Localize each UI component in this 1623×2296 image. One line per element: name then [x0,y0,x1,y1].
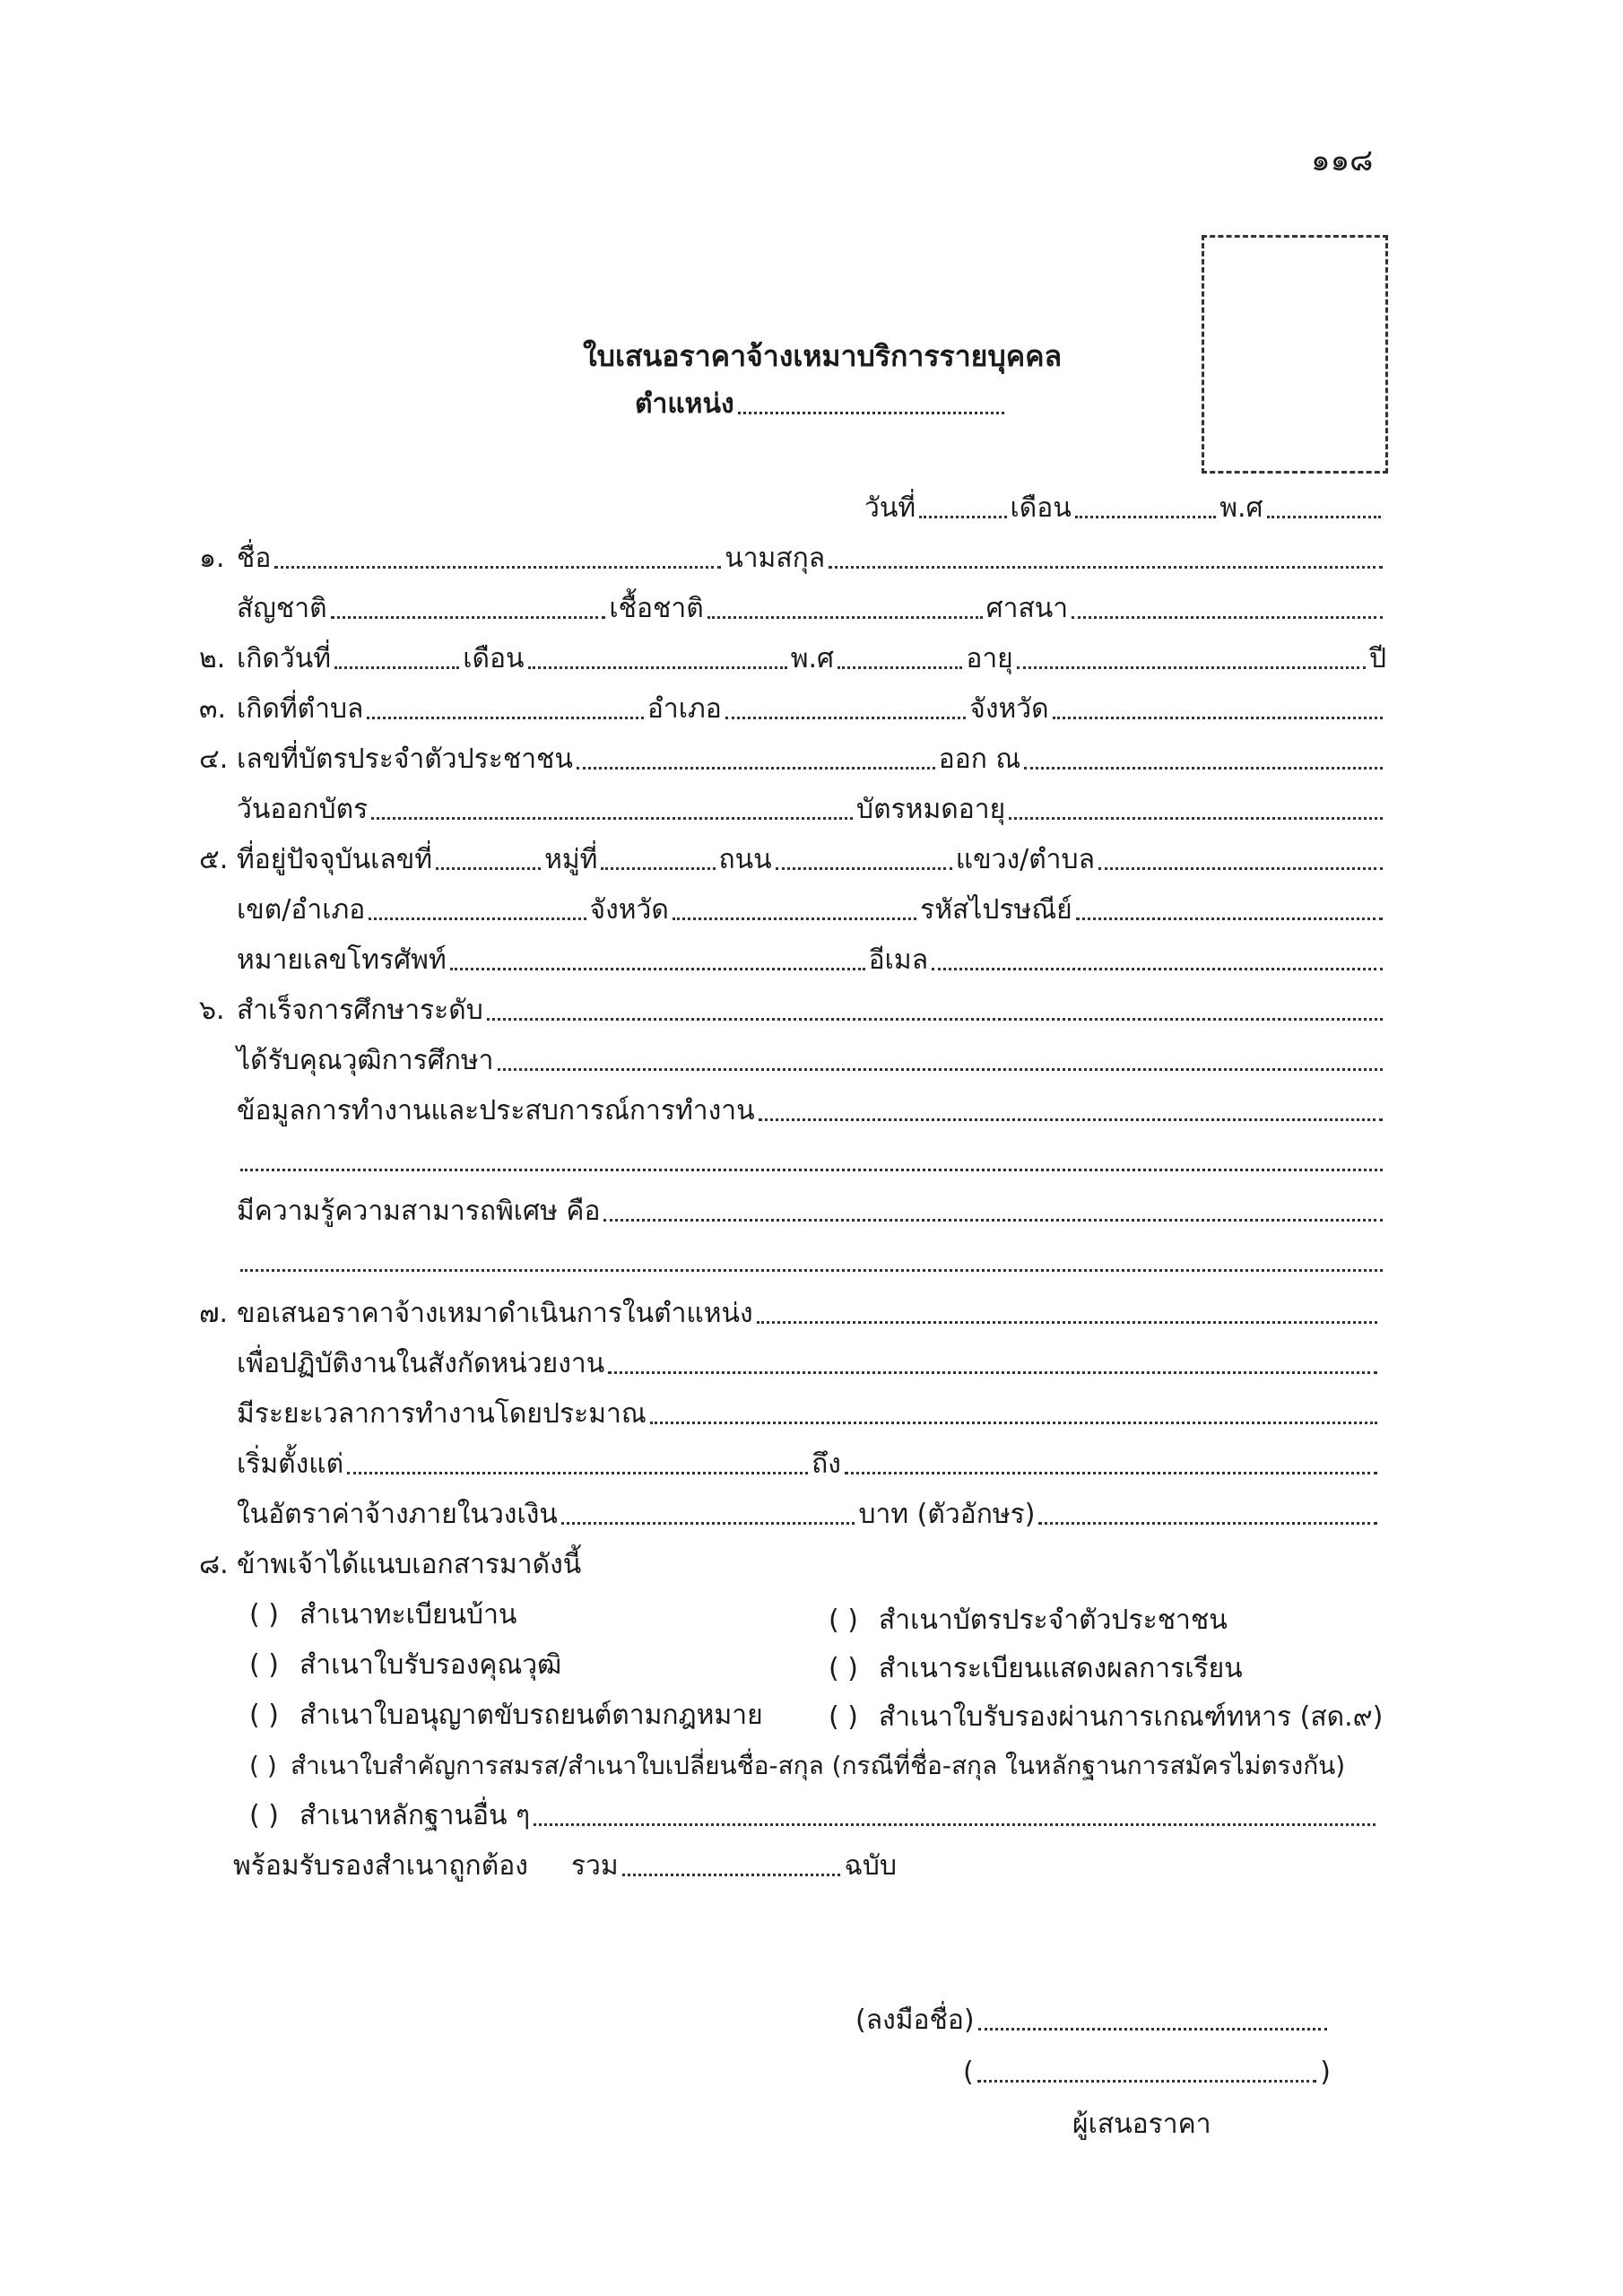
date-day-field[interactable] [919,516,1006,518]
postcode-field[interactable] [1076,918,1383,920]
signature-row [855,2004,1331,2038]
address-no-label: ที่อยู่ปัจจุบันเลขที่ [237,844,433,875]
born-day-field[interactable] [334,666,459,669]
khet-field[interactable] [369,918,586,920]
email-field[interactable] [932,968,1383,970]
s5-row3 [237,944,1386,978]
checkbox-id-card[interactable]: ( ) [829,1605,858,1636]
date-day-label: วันที่ [864,492,916,524]
position-label: ตำแหน่ง [635,388,734,420]
start-field[interactable] [347,1472,808,1474]
photo-placeholder [1202,235,1388,474]
s1-row1 [199,542,1386,576]
checkbox-marriage[interactable]: ( ) [249,1751,277,1780]
date-month-field[interactable] [1075,516,1216,518]
position-field[interactable] [738,412,1004,414]
unit-label: เพื่อปฏิบัติงานในสังกัดหน่วยงาน [237,1348,605,1379]
s3-number: ๓. [199,693,227,725]
expiry-label: บัตรหมดอายุ [856,794,1006,825]
attach-military[interactable] [829,1700,1383,1735]
s8-heading-row [199,1548,581,1582]
attach-military-label: สำเนาใบรับรองผ่านการเกณฑ์ทหาร (สด.๙) [879,1701,1384,1733]
khwaeng-field[interactable] [1098,867,1383,870]
to-label: ถึง [812,1448,841,1480]
issue-date-field[interactable] [371,817,853,820]
checkbox-house-registration[interactable]: ( ) [249,1599,279,1631]
id-number-label: เลขที่บัตรประจำตัวประชาชน [237,744,573,775]
rate-label: ในอัตราค่าจ้างภายในวงเงิน [237,1499,558,1530]
checkbox-qualification[interactable]: ( ) [249,1649,279,1681]
id-number-field[interactable] [577,767,935,770]
printed-name-field[interactable] [977,2080,1317,2083]
years-label: ปี [1368,643,1387,674]
date-year-field[interactable] [1267,516,1381,518]
start-label: เริ่มตั้งแต่ [237,1448,344,1480]
born-month-field[interactable] [528,666,787,669]
province-field[interactable] [673,918,916,920]
email-label: อีเมล [868,944,929,976]
s4-row1 [199,743,1386,777]
baht-label: บาท (ตัวอักษร) [858,1499,1036,1530]
attach-marriage[interactable] [249,1749,1345,1783]
date-row [864,491,1384,526]
attach-house-registration-label: สำเนาทะเบียนบ้าน [299,1599,517,1631]
s6-row3 [237,1094,1386,1128]
expiry-field[interactable] [1009,817,1383,820]
qualification-field[interactable] [498,1068,1383,1071]
born-subdistrict-field[interactable] [367,717,643,719]
born-district-label: อำเภอ [647,693,722,725]
attach-other-label: สำเนาหลักฐานอื่น ๆ [299,1800,531,1831]
checkbox-transcript[interactable]: ( ) [829,1653,858,1684]
page-number: ๑๑๘ [1311,143,1374,178]
name-field[interactable] [274,566,721,569]
attach-qualification-label: สำเนาใบรับรองคุณวุฒิ [299,1649,562,1681]
date-month-label: เดือน [1010,492,1072,524]
s6-row2 [237,1044,1386,1078]
unit-field[interactable] [608,1371,1377,1374]
s7-row5 [237,1498,1381,1532]
education-field[interactable] [487,1018,1383,1021]
education-label: สำเร็จการศึกษาระดับ [237,995,483,1026]
bidder-role: ผู้เสนอราคา [1072,2109,1211,2140]
issued-at-field[interactable] [1024,767,1383,770]
s6-row6 [237,1245,1386,1279]
road-label: ถนน [718,844,772,875]
total-field[interactable] [622,1874,841,1876]
date-year-label: พ.ศ [1219,492,1263,524]
s8-number: ๘. [199,1549,229,1580]
s3-row [199,692,1386,726]
s5-row1 [199,843,1386,877]
khwaeng-label: แขวง/ตำบล [955,844,1095,875]
attach-transcript-label: สำเนาระเบียนแสดงผลการเรียน [879,1653,1243,1684]
checkbox-driving-license[interactable]: ( ) [249,1700,279,1731]
attach-id-card[interactable] [829,1604,1228,1638]
s7-number: ๗. [199,1298,229,1329]
road-field[interactable] [776,867,952,870]
moo-label: หมู่ที่ [544,844,598,875]
issued-at-label: ออก ณ [938,744,1021,775]
attach-qualification[interactable] [249,1648,561,1683]
position-row [635,387,1008,422]
work-field[interactable] [759,1118,1383,1121]
signature-label: (ลงมือชื่อ) [855,2005,975,2036]
age-label: อายุ [966,643,1013,674]
s1-number: ๑. [199,543,225,574]
skills-field-continued[interactable] [240,1269,1383,1272]
s7-row3 [237,1397,1381,1431]
born-district-field[interactable] [725,717,966,719]
qualification-label: ได้รับคุณวุฒิการศึกษา [237,1045,494,1076]
phone-field[interactable] [450,968,865,970]
offer-label: ขอเสนอราคาจ้างเหมาดำเนินการในตำแหน่ง [237,1298,753,1329]
born-month-label: เดือน [463,643,525,674]
baht-field[interactable] [1038,1522,1377,1525]
attach-marriage-label: สำเนาใบสำคัญการสมรส/สำเนาใบเปลี่ยนชื่อ-สกุล (กรณีที่ชื่อ-สกุล ในหลักฐานการสมัครไม่ตรงกัน) [291,1751,1346,1780]
s7-row4 [237,1448,1381,1482]
surname-field[interactable] [829,566,1383,569]
certify-label: พร้อมรับรองสำเนาถูกต้อง [233,1850,528,1882]
province-label: จังหวัด [589,894,669,926]
phone-label: หมายเลขโทรศัพท์ [237,944,447,976]
attach-driving-license-label: สำเนาใบอนุญาตขับรถยนต์ตามกฎหมาย [299,1700,763,1731]
surname-label: นามสกุล [725,543,826,574]
duration-label: มีระยะเวลาการทำงานโดยประมาณ [237,1398,647,1430]
moo-field[interactable] [601,867,715,870]
nationality-field[interactable] [331,616,606,619]
checkbox-military[interactable]: ( ) [829,1701,858,1733]
rate-field[interactable] [561,1522,855,1525]
s6-row4 [237,1144,1386,1178]
attach-id-card-label: สำเนาบัตรประจำตัวประชาชน [879,1605,1228,1636]
issue-date-label: วันออกบัตร [237,794,369,825]
open-paren: ( [963,2057,974,2088]
race-label: เชื้อชาติ [609,593,704,624]
born-province-field[interactable] [1053,717,1383,719]
certify-row [233,1849,897,1883]
to-field[interactable] [845,1472,1377,1474]
offer-field[interactable] [757,1321,1377,1324]
nationality-label: สัญชาติ [237,593,327,624]
work-label: ข้อมูลการทำงานและประสบการณ์การทำงาน [237,1095,755,1126]
attach-other-field[interactable] [534,1823,1376,1826]
s5-row2 [237,893,1386,927]
attach-other [249,1799,1379,1833]
checkbox-other[interactable]: ( ) [249,1800,279,1831]
attach-transcript[interactable] [829,1652,1243,1686]
age-field[interactable] [1017,666,1366,669]
born-province-label: จังหวัด [969,693,1049,725]
attach-driving-license[interactable] [249,1699,763,1733]
duration-field[interactable] [650,1422,1377,1424]
s6-number: ๖. [199,995,225,1026]
s1-row2 [237,592,1386,626]
born-year-field[interactable] [838,666,962,669]
s6-row1 [199,994,1386,1028]
s2-row [199,642,1386,676]
s7-row2 [237,1347,1381,1381]
skills-field[interactable] [603,1219,1383,1222]
born-day-label: เกิดวันที่ [237,643,332,674]
close-paren: ) [1320,2057,1331,2088]
s5-number: ๕. [199,844,229,875]
form-title: ใบเสนอราคาจ้างเหมาบริการรายบุคคล [583,339,1063,373]
signature-field[interactable] [978,2028,1327,2031]
name-label: ชื่อ [237,543,272,574]
race-field[interactable] [707,616,983,619]
religion-field[interactable] [1072,616,1383,619]
work-field-continued[interactable] [240,1169,1383,1171]
religion-label: ศาสนา [985,593,1069,624]
born-year-label: พ.ศ [790,643,835,674]
skills-label: มีความรู้ความสามารถพิเศษ คือ [237,1196,601,1227]
attach-house-registration[interactable] [249,1598,516,1632]
postcode-label: รหัสไปรษณีย์ [920,894,1072,926]
s2-number: ๒. [199,643,226,674]
total-label: รวม [570,1850,619,1882]
printed-name-row [963,2056,1331,2090]
s4-row2 [237,793,1386,827]
khet-label: เขต/อำเภอ [237,894,366,926]
s4-number: ๔. [199,744,229,775]
s8-heading: ข้าพเจ้าได้แนบเอกสารมาดังนี้ [237,1549,582,1580]
born-subdistrict-label: เกิดที่ตำบล [237,693,364,725]
copies-label: ฉบับ [844,1850,897,1882]
s7-row1 [199,1297,1381,1331]
address-no-field[interactable] [436,867,541,870]
s6-row5 [237,1195,1386,1229]
